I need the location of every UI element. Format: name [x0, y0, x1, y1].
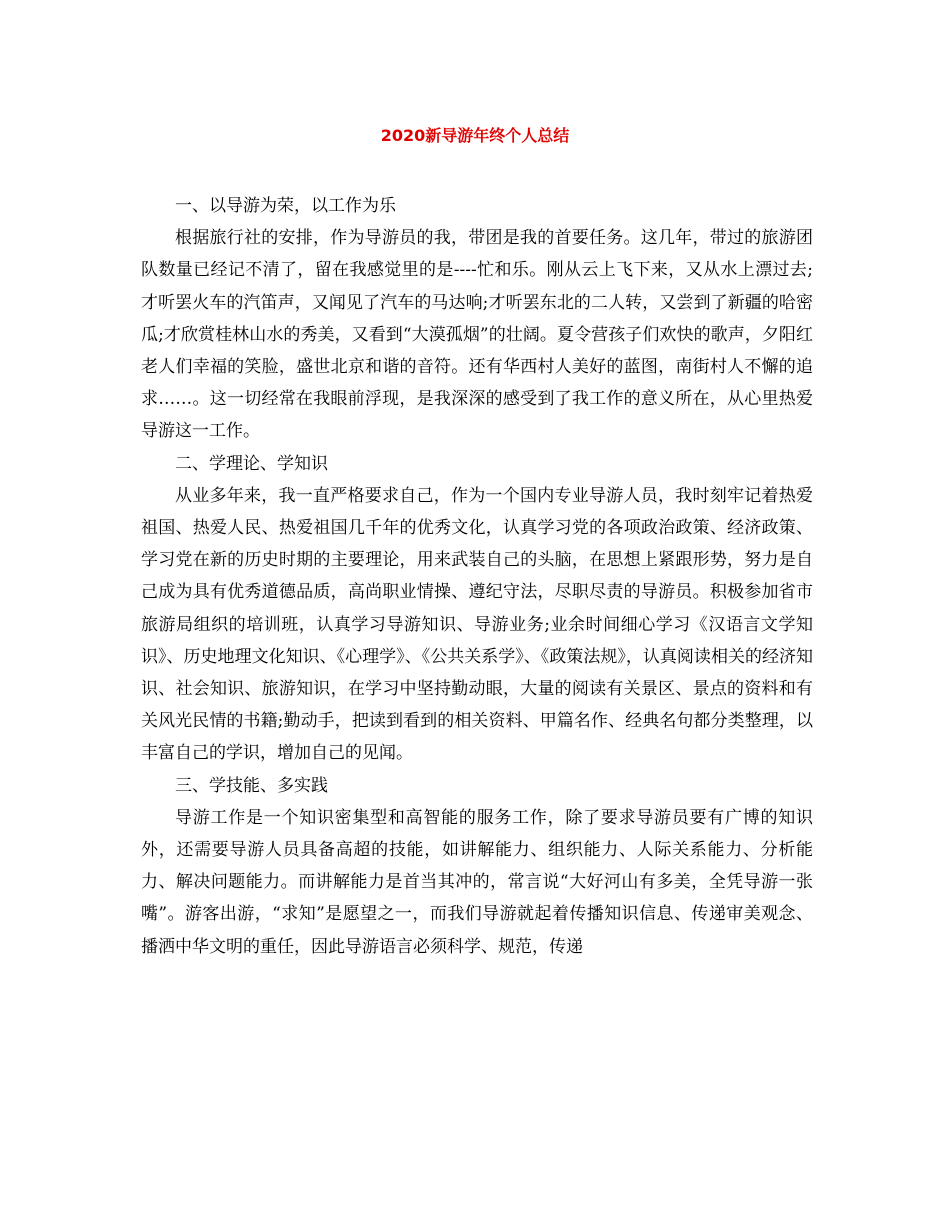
document-title: 2020新导游年终个人总结 [380, 126, 570, 145]
document-body [141, 190, 813, 963]
body-paragraph-1: 根据旅行社的安排，作为导游员的我，带团是我的首要任务。这几年，带过的旅游团队数量已经记不清了，留在我感觉里的是----忙和乐。刚从云上飞下来，又从水上漂过去;才听罢火车的汽笛声，又闻见了汽车的马达响;才听罢东北的二人转，又尝到了新疆的哈密瓜;才欣赏桂林山水的秀美，又看到“大漠孤烟”的壮阔。夏令营孩子们欢快的歌声，夕阳红老人们幸福的笑脸，盛世北京和谐的音符。还有华西村人美好的蓝图，南街村人不懈的追求……。这一切经常在我眼前浮现，是我深深的感受到了我工作的意义所在，从心里热爱导游这一工作。 [141, 228, 813, 442]
body-paragraph-2: 从业多年来，我一直严格要求自己，作为一个国内专业导游人员，我时刻牢记着热爱祖国、热爱人民、热爱祖国几千年的优秀文化，认真学习党的各项政治政策、经济政策、学习党在新的历史时期的主要理论，用来武装自己的头脑，在思想上紧跟形势，努力是自己成为具有优秀道德品质，高尚职业情操、遵纪守法，尽职尽责的导游员。积极参加省市旅游局组织的培训班，认真学习导游知识、导游业务;业余时间细心学习《汉语言文学知识》、历史地理文化知识、《心理学》、《公共关系学》、《政策法规》，认真阅读相关的经济知识、社会知识、旅游知识，在学习中坚持勤动眼，大量的阅读有关景区、景点的资料和有关风光民情的书籍;勤动手，把读到看到的相关资料、甲篇名作、经典名句都分类整理，以丰富自己的学识，增加自己的见闻。 [141, 485, 813, 764]
body-paragraph-3: 导游工作是一个知识密集型和高智能的服务工作，除了要求导游员要有广博的知识外，还需要导游人员具备高超的技能，如讲解能力、组织能力、人际关系能力、分析能力、解决问题能力。而讲解能力是首当其冲的，常言说“大好河山有多美，全凭导游一张嘴”。游客出游，“求知”是愿望之一，而我们导游就起着传播知识信息、传递审美观念、播洒中华文明的重任，因此导游语言必须科学、规范，传递 [141, 807, 813, 957]
section-heading-3: 三、学技能、多实践 [175, 775, 328, 796]
section-heading-2: 二、学理论、学知识 [175, 453, 328, 474]
section-heading-1: 一、以导游为荣，以工作为乐 [175, 196, 396, 216]
